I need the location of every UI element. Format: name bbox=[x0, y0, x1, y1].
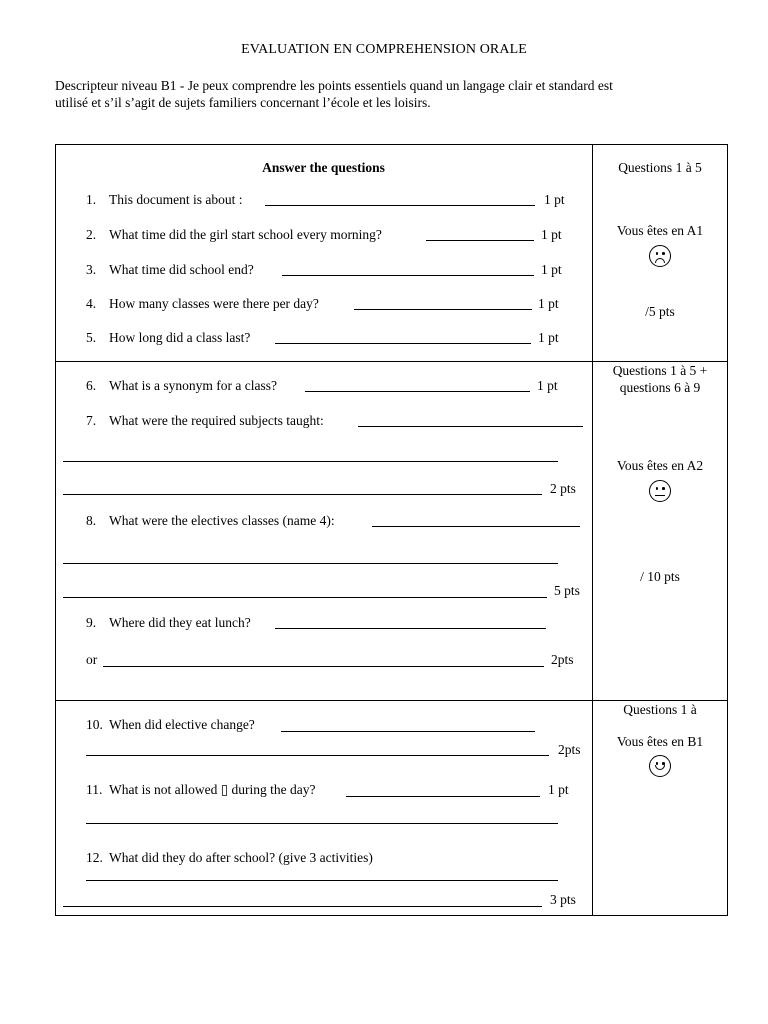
answer-line[interactable] bbox=[346, 796, 540, 797]
or-label: or bbox=[86, 652, 98, 667]
answer-line[interactable] bbox=[63, 906, 542, 907]
question-points: 1 pt bbox=[541, 227, 562, 242]
answer-line[interactable] bbox=[63, 563, 558, 564]
question-text: This document is about : bbox=[109, 192, 243, 207]
answer-line[interactable] bbox=[275, 628, 546, 629]
side-level: Vous êtes en B1 bbox=[616, 734, 704, 749]
question-points: 1 pt bbox=[537, 378, 558, 393]
table-column-divider bbox=[592, 144, 593, 916]
question-number: 8. bbox=[86, 513, 97, 528]
question-number: 12. bbox=[86, 850, 103, 865]
happy-face-icon bbox=[649, 755, 671, 777]
question-number: 5. bbox=[86, 330, 97, 345]
answer-line[interactable] bbox=[281, 731, 535, 732]
answer-line[interactable] bbox=[86, 823, 558, 824]
side-question-range: Questions 1 à bbox=[623, 702, 697, 717]
neutral-face-icon bbox=[649, 480, 671, 502]
section-heading: Answer the questions bbox=[262, 160, 385, 175]
question-text: What did they do after school? (give 3 activities) bbox=[109, 850, 373, 865]
descriptor-line-1: Descripteur niveau B1 - Je peux comprendre les points essentiels quand un langage clair et standard est bbox=[55, 78, 613, 93]
table-row-divider-2 bbox=[55, 700, 728, 701]
table-row-divider-1 bbox=[55, 361, 728, 362]
question-points: 1 pt bbox=[544, 192, 565, 207]
question-text: What is a synonym for a class? bbox=[109, 378, 277, 393]
question-points: 3 pts bbox=[550, 892, 576, 907]
question-text: What were the electives classes (name 4): bbox=[109, 513, 335, 528]
question-number: 3. bbox=[86, 262, 97, 277]
answer-line[interactable] bbox=[63, 494, 542, 495]
side-level: Vous êtes en A1 bbox=[616, 223, 704, 238]
question-number: 9. bbox=[86, 615, 97, 630]
question-number: 10. bbox=[86, 717, 103, 732]
question-text: How many classes were there per day? bbox=[109, 296, 319, 311]
question-number: 4. bbox=[86, 296, 97, 311]
side-question-range-line-1: Questions 1 à 5 + bbox=[612, 363, 708, 378]
answer-line[interactable] bbox=[372, 526, 580, 527]
answer-line[interactable] bbox=[358, 426, 583, 427]
answer-line[interactable] bbox=[86, 755, 549, 756]
answer-line[interactable] bbox=[426, 240, 534, 241]
question-points: 1 pt bbox=[538, 296, 559, 311]
side-question-range: Questions 1 à 5 bbox=[618, 160, 702, 175]
question-text: How long did a class last? bbox=[109, 330, 251, 345]
side-score: /5 pts bbox=[645, 304, 675, 319]
question-points: 2pts bbox=[558, 742, 581, 757]
question-number: 11. bbox=[86, 782, 103, 797]
question-text: What time did school end? bbox=[109, 262, 254, 277]
question-points: 2 pts bbox=[550, 481, 576, 496]
question-number: 1. bbox=[86, 192, 97, 207]
document-title: EVALUATION EN COMPREHENSION ORALE bbox=[241, 42, 527, 57]
side-score: / 10 pts bbox=[640, 569, 680, 584]
question-number: 7. bbox=[86, 413, 97, 428]
question-points: 1 pt bbox=[548, 782, 569, 797]
answer-line[interactable] bbox=[103, 666, 544, 667]
question-number: 2. bbox=[86, 227, 97, 242]
question-points: 2pts bbox=[551, 652, 574, 667]
answer-line[interactable] bbox=[354, 309, 532, 310]
answer-line[interactable] bbox=[86, 880, 558, 881]
side-question-range-line-2: questions 6 à 9 bbox=[619, 380, 701, 395]
question-text: What were the required subjects taught: bbox=[109, 413, 324, 428]
question-text: When did elective change? bbox=[109, 717, 255, 732]
answer-line[interactable] bbox=[282, 275, 534, 276]
question-text: Where did they eat lunch? bbox=[109, 615, 251, 630]
answer-line[interactable] bbox=[63, 461, 558, 462]
answer-line[interactable] bbox=[275, 343, 531, 344]
descriptor-line-2: utilisé et s’il s’agit de sujets familiers concernant l’école et les loisirs. bbox=[55, 95, 431, 110]
answer-line[interactable] bbox=[305, 391, 530, 392]
side-level: Vous êtes en A2 bbox=[616, 458, 704, 473]
question-text: What is not allowed ▯ during the day? bbox=[109, 782, 316, 797]
question-points: 1 pt bbox=[541, 262, 562, 277]
evaluation-table bbox=[55, 144, 728, 916]
answer-line[interactable] bbox=[265, 205, 535, 206]
answer-line[interactable] bbox=[63, 597, 547, 598]
sad-face-icon bbox=[649, 245, 671, 267]
question-points: 1 pt bbox=[538, 330, 559, 345]
question-text: What time did the girl start school every morning? bbox=[109, 227, 382, 242]
question-points: 5 pts bbox=[554, 583, 580, 598]
question-number: 6. bbox=[86, 378, 97, 393]
